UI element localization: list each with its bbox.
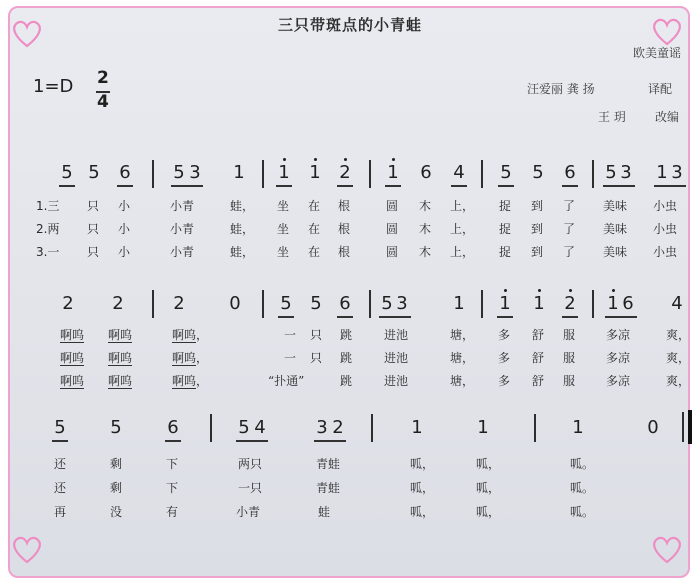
lyric: 塘，: [450, 328, 475, 342]
lyric-underline: [60, 388, 84, 389]
lyric: 上，: [450, 199, 475, 213]
eighth-underline: [497, 316, 513, 318]
note: 5: [173, 162, 185, 183]
octave-dot: [283, 158, 286, 161]
note: 0: [229, 293, 241, 314]
lyric: 舒: [532, 328, 545, 342]
lyric: 爽，: [666, 328, 691, 342]
final-bar-line: [688, 410, 692, 444]
lyric-underline: [108, 388, 132, 389]
eighth-underline: [165, 440, 181, 442]
note: 4: [453, 162, 465, 183]
lyric: 圆: [386, 222, 399, 236]
lyric: 多: [498, 351, 511, 365]
lyric: 木: [419, 245, 432, 259]
bar-line: [592, 160, 594, 188]
bar-line: [369, 290, 371, 318]
lyric: 捉: [499, 245, 512, 259]
lyric: 下: [166, 457, 179, 471]
bar-line: [152, 160, 154, 188]
lyric: 坐: [277, 222, 290, 236]
lyric: 呱，: [410, 481, 435, 495]
note: 3: [189, 162, 201, 183]
eighth-underline: [52, 440, 68, 442]
bar-line: [481, 160, 483, 188]
lyric: 呱。: [570, 457, 595, 471]
lyric: 多: [498, 374, 511, 388]
bar-line: [592, 290, 594, 318]
lyric: 啊呜，: [172, 374, 209, 388]
note: 5: [54, 417, 66, 438]
lyric: 还: [54, 481, 67, 495]
lyric: 只: [310, 351, 323, 365]
lyricist-credit: 欧美童谣: [633, 46, 682, 60]
note: 6: [564, 162, 576, 183]
bar-line: [369, 160, 371, 188]
note: 2: [339, 162, 351, 183]
lyric: 一: [284, 328, 297, 342]
note: 1: [387, 162, 399, 183]
lyric: 塘，: [450, 374, 475, 388]
note: 5: [500, 162, 512, 183]
note: 1: [411, 417, 423, 438]
lyric: 上，: [450, 245, 475, 259]
lyric: 美味: [603, 199, 628, 213]
note: 5: [532, 162, 544, 183]
eighth-underline: [236, 440, 268, 442]
lyric: 呱，: [476, 505, 501, 519]
lyric: 呱。: [570, 481, 595, 495]
lyric: 只: [87, 222, 100, 236]
note: 2: [564, 293, 576, 314]
bar-line: [262, 160, 264, 188]
lyric: 小青: [170, 199, 195, 213]
lyric: 剩: [110, 481, 123, 495]
bar-line: [534, 414, 536, 442]
lyric: 再: [54, 505, 67, 519]
lyric: 两只: [238, 457, 263, 471]
time-signature-top: 2: [97, 68, 109, 88]
song-title: 三只带斑点的小青蛙: [277, 16, 422, 34]
lyric: 一只: [238, 481, 263, 495]
lyric: 呱，: [476, 457, 501, 471]
note: 1: [499, 293, 511, 314]
lyric-underline: [172, 342, 196, 343]
lyric: 在: [308, 245, 321, 259]
note: 1: [533, 293, 545, 314]
eighth-underline: [59, 185, 75, 187]
bar-line: [210, 414, 212, 442]
bar-line: [371, 414, 373, 442]
eighth-underline: [314, 440, 346, 442]
eighth-underline: [337, 185, 353, 187]
note: 5: [61, 162, 73, 183]
lyric: 多凉: [606, 328, 631, 342]
note: 4: [254, 417, 266, 438]
note: 5: [381, 293, 393, 314]
lyric: 跳: [340, 351, 353, 365]
lyric: 啊呜: [60, 351, 85, 365]
lyric: 多凉: [606, 374, 631, 388]
lyric-underline: [60, 342, 84, 343]
eighth-underline: [603, 185, 635, 187]
eighth-underline: [562, 185, 578, 187]
lyric: 多凉: [606, 351, 631, 365]
note: 3: [396, 293, 408, 314]
lyric: 服: [563, 374, 576, 388]
lyric: 圆: [386, 199, 399, 213]
lyric: 只: [310, 328, 323, 342]
lyric: 啊呜: [60, 374, 85, 388]
bar-line: [682, 412, 684, 442]
eighth-underline: [379, 316, 411, 318]
note: 1: [233, 162, 245, 183]
note: 0: [647, 417, 659, 438]
lyric: 没: [110, 505, 123, 519]
note: 2: [332, 417, 344, 438]
note: 4: [671, 293, 683, 314]
note: 6: [420, 162, 432, 183]
lyric: 跳: [340, 328, 353, 342]
lyric: 下: [166, 481, 179, 495]
lyric: 在: [308, 199, 321, 213]
lyric: 2.两: [36, 222, 60, 236]
lyric: 美味: [603, 222, 628, 236]
eighth-underline: [278, 316, 294, 318]
adapter-role: 改编: [655, 110, 680, 124]
note: 6: [622, 293, 634, 314]
translator-role: 译配: [648, 82, 673, 96]
lyric: 进池: [384, 328, 409, 342]
key-signature: 1=D: [33, 76, 74, 97]
octave-dot: [569, 289, 572, 292]
lyric: 进池: [384, 374, 409, 388]
lyric-underline: [172, 365, 196, 366]
lyric: 到: [531, 222, 544, 236]
lyric: 小: [118, 245, 131, 259]
lyric: 服: [563, 351, 576, 365]
eighth-underline: [654, 185, 686, 187]
note: 5: [88, 162, 100, 183]
lyric: 木: [419, 199, 432, 213]
lyric: 跳: [340, 374, 353, 388]
lyric: 进池: [384, 351, 409, 365]
lyric: “扑通”: [268, 374, 305, 388]
lyric: 青蛙: [316, 481, 341, 495]
octave-dot: [392, 158, 395, 161]
translator-names: 汪爱丽 龚 扬: [527, 82, 595, 96]
lyric: 根: [338, 222, 351, 236]
lyric: 啊呜: [108, 374, 133, 388]
octave-dot: [314, 158, 317, 161]
lyric: 了: [563, 199, 576, 213]
lyric: 蛙: [318, 505, 331, 519]
lyric-underline: [60, 365, 84, 366]
lyric: 到: [531, 199, 544, 213]
octave-dot: [612, 289, 615, 292]
lyric: 小虫: [653, 199, 678, 213]
note: 1: [607, 293, 619, 314]
lyric: 小青: [170, 245, 195, 259]
note: 6: [167, 417, 179, 438]
heart-icon: [650, 532, 684, 566]
time-signature-bottom: 4: [97, 92, 109, 112]
lyric: 小虫: [653, 245, 678, 259]
bar-line: [152, 290, 154, 318]
lyric: 啊呜: [108, 351, 133, 365]
lyric: 剩: [110, 457, 123, 471]
lyric: 小青: [170, 222, 195, 236]
lyric: 蛙，: [230, 245, 255, 259]
lyric: 捉: [499, 199, 512, 213]
lyric: 啊呜，: [172, 351, 209, 365]
note: 1: [309, 162, 321, 183]
bar-line: [481, 290, 483, 318]
lyric: 根: [338, 245, 351, 259]
note: 3: [316, 417, 328, 438]
lyric: 3.一: [36, 245, 60, 259]
lyric: 蛙，: [230, 199, 255, 213]
note: 2: [62, 293, 74, 314]
lyric: 小: [118, 222, 131, 236]
lyric: 到: [531, 245, 544, 259]
lyric: 呱，: [410, 505, 435, 519]
note: 6: [119, 162, 131, 183]
lyric: 了: [563, 222, 576, 236]
lyric: 根: [338, 199, 351, 213]
lyric-underline: [108, 365, 132, 366]
lyric-underline: [108, 342, 132, 343]
lyric: 啊呜，: [172, 328, 209, 342]
lyric: 呱，: [410, 457, 435, 471]
lyric: 只: [87, 245, 100, 259]
lyric: 坐: [277, 199, 290, 213]
lyric: 上，: [450, 222, 475, 236]
note: 1: [477, 417, 489, 438]
lyric: 1.三: [36, 199, 60, 213]
eighth-underline: [337, 316, 353, 318]
note: 5: [238, 417, 250, 438]
adapter-name: 王 玥: [598, 110, 626, 124]
octave-dot: [344, 158, 347, 161]
lyric: 塘，: [450, 351, 475, 365]
lyric: 了: [563, 245, 576, 259]
lyric: 只: [87, 199, 100, 213]
lyric: 啊呜: [108, 328, 133, 342]
note: 5: [110, 417, 122, 438]
note: 3: [671, 162, 683, 183]
note: 1: [656, 162, 668, 183]
lyric: 圆: [386, 245, 399, 259]
eighth-underline: [385, 185, 401, 187]
lyric: 爽，: [666, 374, 691, 388]
lyric: 舒: [532, 351, 545, 365]
note: 1: [278, 162, 290, 183]
lyric-underline: [172, 388, 196, 389]
note: 5: [605, 162, 617, 183]
note: 6: [339, 293, 351, 314]
note: 5: [310, 293, 322, 314]
note: 1: [453, 293, 465, 314]
lyric: 有: [166, 505, 179, 519]
lyric: 还: [54, 457, 67, 471]
lyric: 服: [563, 328, 576, 342]
lyric: 小: [118, 199, 131, 213]
lyric: 小虫: [653, 222, 678, 236]
lyric: 青蛙: [316, 457, 341, 471]
lyric: 捉: [499, 222, 512, 236]
note: 2: [173, 293, 185, 314]
lyric: 呱，: [476, 481, 501, 495]
lyric: 美味: [603, 245, 628, 259]
octave-dot: [538, 289, 541, 292]
lyric: 坐: [277, 245, 290, 259]
lyric: 多: [498, 328, 511, 342]
eighth-underline: [605, 316, 637, 318]
note: 2: [112, 293, 124, 314]
lyric: 啊呜: [60, 328, 85, 342]
heart-icon: [10, 532, 44, 566]
eighth-underline: [498, 185, 514, 187]
lyric: 蛙，: [230, 222, 255, 236]
lyric: 舒: [532, 374, 545, 388]
lyric: 爽，: [666, 351, 691, 365]
note: 5: [280, 293, 292, 314]
bar-line: [262, 290, 264, 318]
eighth-underline: [562, 316, 578, 318]
lyric: 小青: [236, 505, 261, 519]
note: 3: [620, 162, 632, 183]
note: 1: [572, 417, 584, 438]
lyric: 木: [419, 222, 432, 236]
lyric: 呱。: [570, 505, 595, 519]
lyric: 一: [284, 351, 297, 365]
eighth-underline: [117, 185, 133, 187]
eighth-underline: [451, 185, 467, 187]
lyric: 在: [308, 222, 321, 236]
eighth-underline: [276, 185, 292, 187]
octave-dot: [504, 289, 507, 292]
eighth-underline: [171, 185, 203, 187]
